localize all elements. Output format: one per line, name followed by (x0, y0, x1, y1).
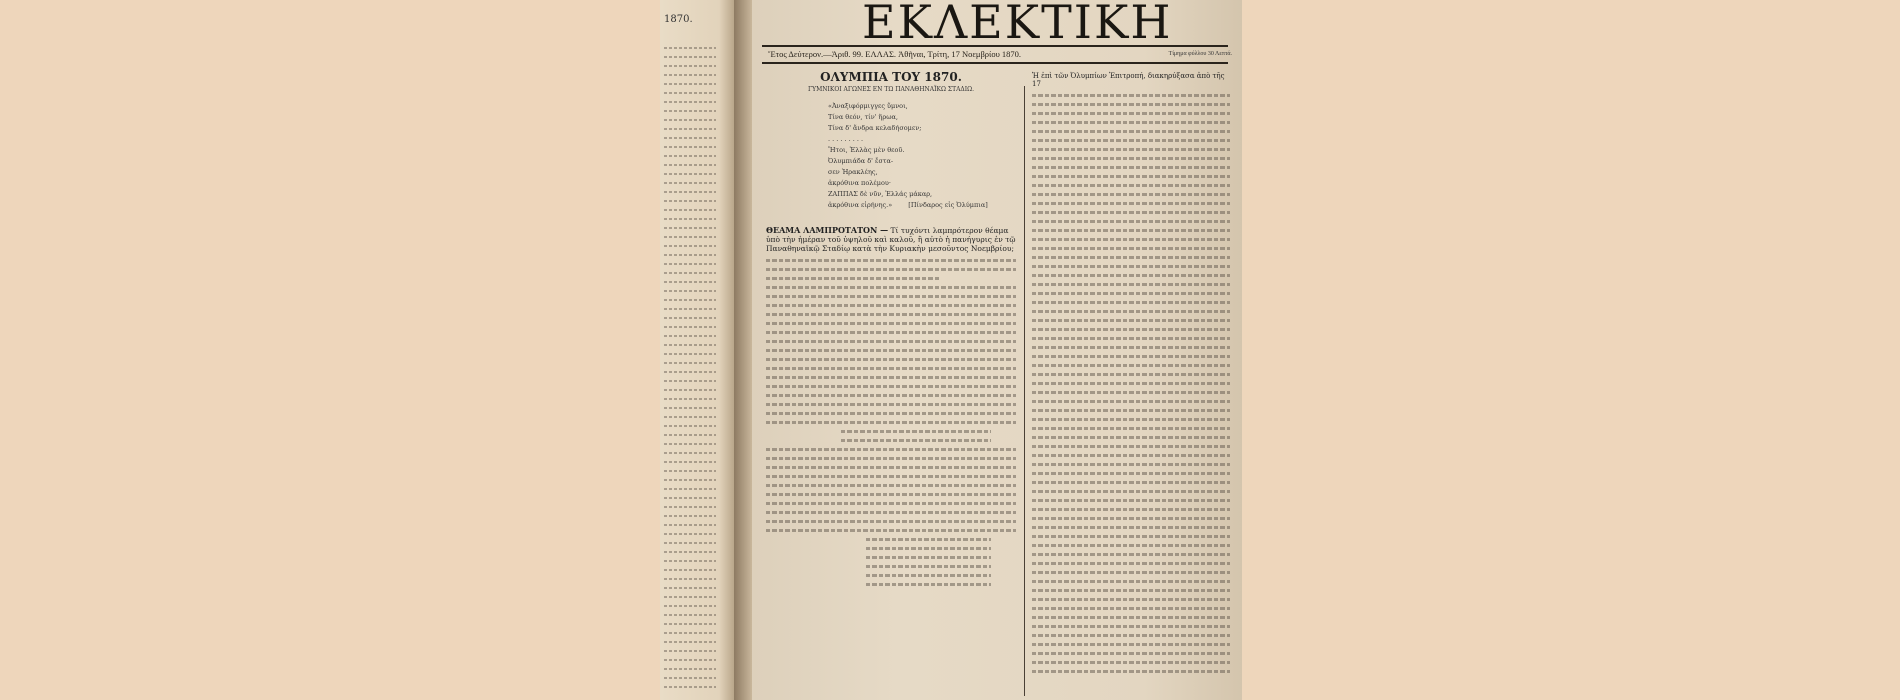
poem-line: Ἤτοι, Ἑλλὰς μὲν θεοῦ. (828, 146, 905, 154)
page-gutter (734, 0, 752, 700)
poem-dots: . . . . . . . . . (828, 135, 864, 143)
right-first-line: Ἡ ἐπὶ τῶν Ὀλυμπίων Ἐπιτροπή, διακηρύξασα ἀπὸ τῆς 17 (1032, 72, 1225, 88)
price: Τίμημα φύλλου 30 Λεπτά. (1168, 51, 1232, 57)
rule-bottom (762, 62, 1228, 64)
poem (828, 101, 1016, 211)
right-column (1032, 72, 1230, 679)
section (766, 225, 1016, 253)
rule-top (762, 45, 1228, 47)
left-page-date: 1870. (664, 14, 693, 25)
main-page (752, 0, 1242, 700)
newspaper-photo (660, 0, 1242, 700)
section-intro: Τί τυχόντι λαμπρότερον θέαμα ὑπὸ τὴν ἡμέραν τοῦ ὑψηλοῦ καὶ καλοῦ, ἢ αὐτὸ ἡ πανήγυρις ἐν τῷ Παναθηναϊκῷ Σταδίῳ κατὰ τὴν Κυριακὴν μεσοῦντος Νοεμβρίου; (766, 226, 1016, 253)
article-subheading: ΓΥΜΝΙΚΟΙ ΑΓΩΝΕΣ ΕΝ ΤΩ ΠΑΝΑΘΗΝΑΪΚΩ ΣΤΑΔΙΩ. (807, 86, 975, 93)
left-column (766, 70, 1016, 592)
article-heading: ΟΛΥΜΠΙΑ ΤΟΥ 1870. (820, 70, 962, 84)
right-body (1032, 94, 1230, 673)
poem-line: ΖΑΠΠΑΣ δὲ νῦν, Ἑλλάς μάκαρ, (828, 190, 933, 198)
poem-line: Τίνα δ' ἄνδρα κελαδήσομεν; (828, 124, 922, 132)
left-page (660, 0, 734, 700)
poem-line: Τίνα θεόν, τίν' ἥρωα, (828, 113, 898, 121)
article-body (766, 259, 1016, 586)
poem-line: ἀκρόθινα εἰρήνης.» (828, 201, 893, 209)
masthead: Ἔτος Δεύτερον.—Ἀριθ. 99. ΕΛΛΑΣ. Ἀθῆναι, Τρίτη, 17 Νοεμβρίου 1870. (768, 49, 1022, 59)
poem-line: «Ἀναξιφόρμιγγες ὕμνοι, (828, 102, 908, 110)
poem-attribution: [Πίνδαρος εἰς Ὀλύμπια] (908, 201, 988, 209)
poem-line: σεν Ἡρακλέης, (828, 168, 878, 176)
column-divider (1024, 86, 1025, 696)
left-page-text (664, 40, 716, 695)
poem-line: ἀκρόθινα πολέμου· (828, 179, 891, 187)
section-title: ΘΕΑΜΑ ΛΑΜΠΡΟΤΑΤΟΝ — (766, 225, 889, 235)
poem-line: Ὀλυμπιάδα δ' ἔστα- (828, 157, 894, 165)
newspaper-title: ΕΚΛΕΚΤΙΚΗ (862, 0, 1173, 49)
